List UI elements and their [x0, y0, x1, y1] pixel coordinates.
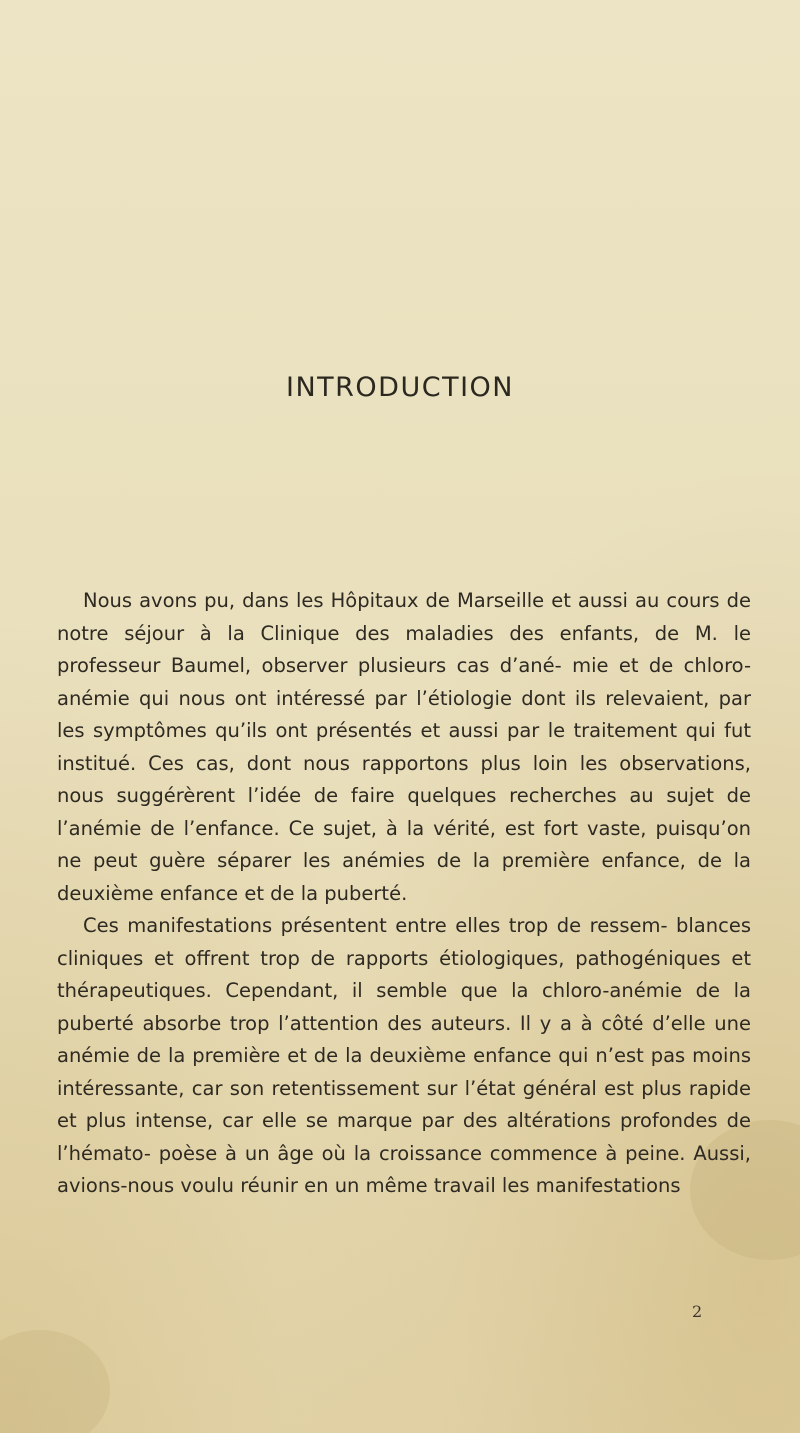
paper-stain — [0, 1330, 110, 1433]
page-number: 2 — [692, 1302, 703, 1321]
paragraph: Ces manifestations présentent entre elles trop de ressem- blances cliniques et offrent trop de rapports étiologiques, pathogéniques et thérapeutiques. Cependant, il semble que la chloro-anémie de la puberté absorbe trop l’attention des auteurs. Il y a à côté d’elle une anémie de la première et de la deuxième enfance qui n’est pas moins intéressante, car son retentissement sur l’état général est plus rapide et plus intense, car elle se marque par des altérations profondes de l’hémato- poèse à un âge où la croissance commence à peine. Aussi, avions-nous voulu réunir en un même travail les manifestations — [57, 914, 751, 1197]
body-text — [57, 585, 751, 1203]
page-title: INTRODUCTION — [286, 372, 514, 403]
paragraph: Nous avons pu, dans les Hôpitaux de Marseille et aussi au cours de notre séjour à la Clinique des maladies des enfants, de M. le professeur Baumel, observer plusieurs cas d’ané- mie et de chloro-anémie qui nous ont intéressé par l’étiologie dont ils relevaient, par les symptômes qu’ils ont présentés et aussi par le traitement qui fut institué. Ces cas, dont nous rapportons plus loin les observations, nous suggérèrent l’idée de faire quelques recherches au sujet de l’anémie de l’enfance. Ce sujet, à la vérité, est fort vaste, puisqu’on ne peut guère séparer les anémies de la première enfance, de la deuxième enfance et de la puberté. — [57, 589, 751, 905]
